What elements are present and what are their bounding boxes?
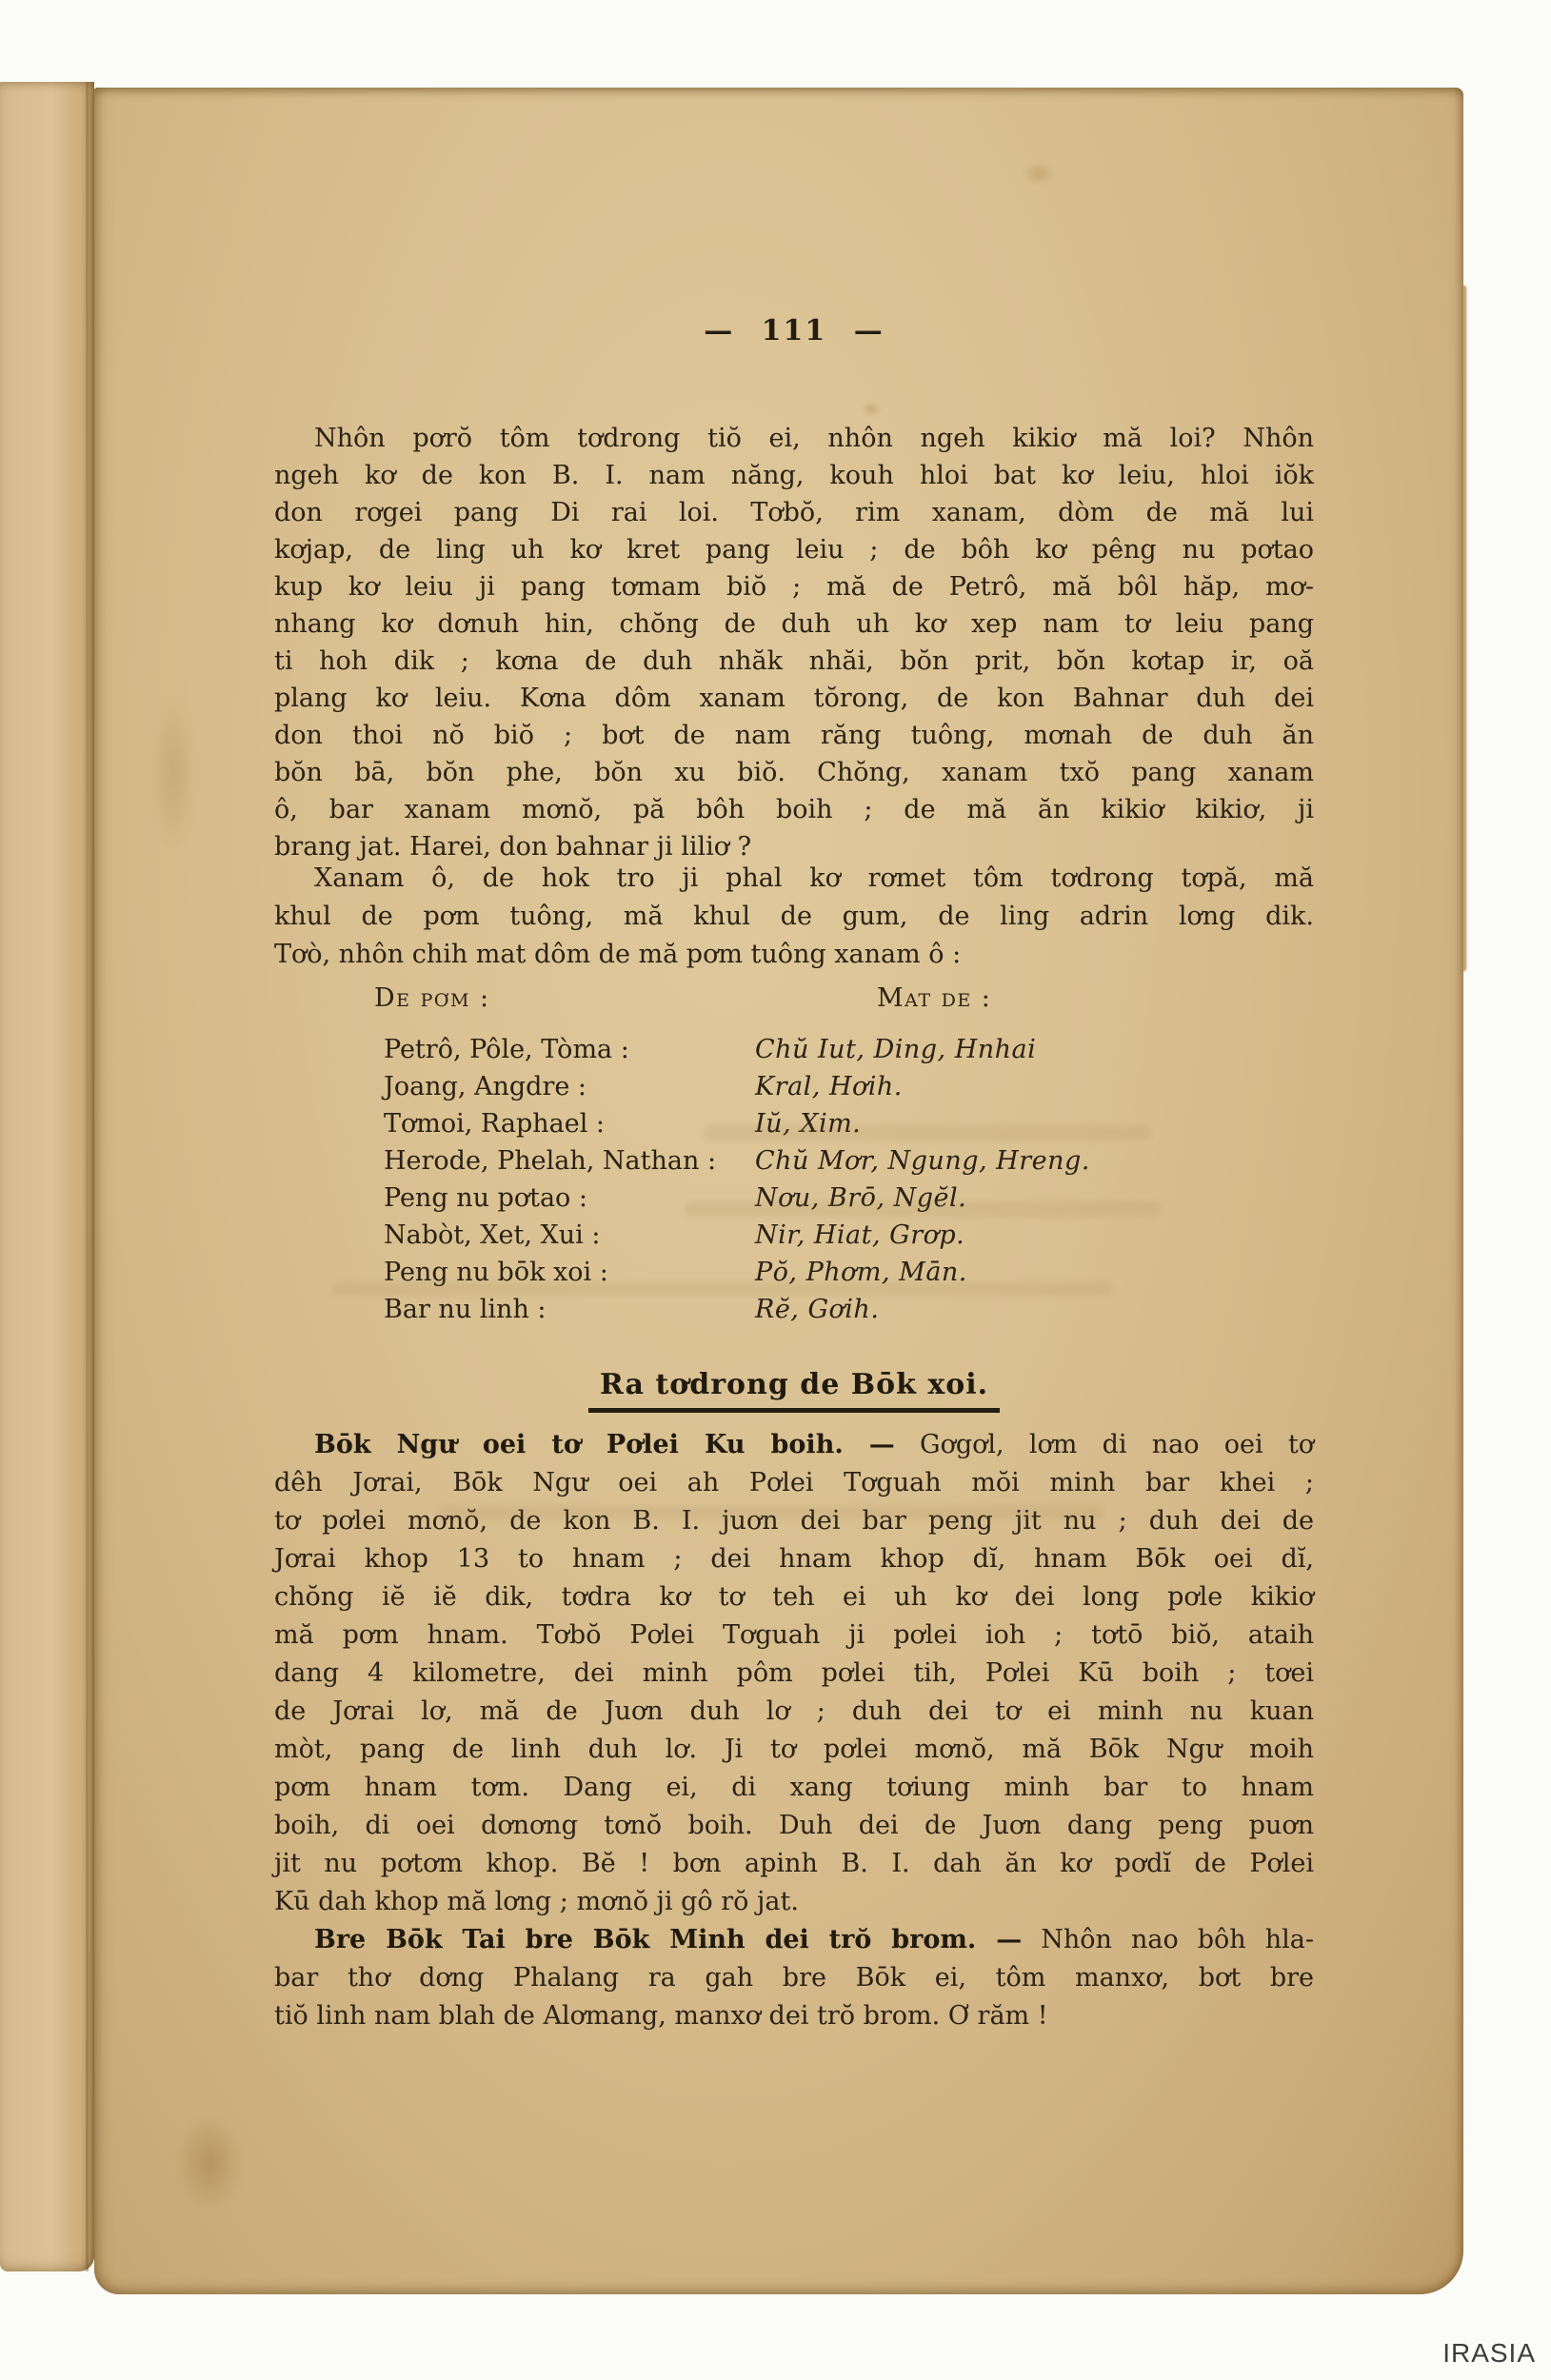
table-row	[274, 1142, 1314, 1180]
table-cell-left: Herode, Phelah, Nathan :	[384, 1146, 717, 1176]
table-cell-left: Tơmoi, Raphael :	[384, 1109, 606, 1139]
text-line: Nhôn pơrŏ tôm tơdrong tiŏ ei, nhôn ngeh kikiơ mă loi? Nhôn	[314, 424, 1314, 453]
table-cell-left: Peng nu pơtao :	[384, 1183, 587, 1213]
paragraph-4	[274, 1921, 1314, 2035]
text-line: nhang kơ dơnuh hin, chŏng de duh uh kơ xep nam tơ leiu pang	[274, 609, 1314, 639]
text-line: ô, bar xanam mơnŏ, pă bôh boih ; de mă ăn kikiơ kikiơ, ji	[274, 795, 1314, 824]
text-line	[274, 1921, 1314, 1959]
archive-watermark: IRASIA	[1442, 2338, 1536, 2368]
lead-continuation: Nhôn nao bôh hla-	[1022, 1925, 1314, 1954]
text-line: ngeh kơ de kon B. I. nam năng, kouh hloi bat kơ leiu, hloi iŏk	[274, 461, 1314, 490]
text-line	[274, 1426, 1314, 1464]
text-line: plang kơ leiu. Kơna dôm xanam tŏrong, de kon Bahnar duh dei	[274, 684, 1314, 713]
page-number: — 111 —	[704, 314, 885, 347]
table-cell-left: Petrô, Pôle, Tòma :	[384, 1035, 629, 1064]
table-cell-right: Rĕ, Gơih.	[755, 1295, 880, 1324]
text-line: bar thơ dơng Phalang ra gah bre Bōk ei, tôm manxơ, bơt bre	[274, 1963, 1314, 1993]
text-line: Tơò, nhôn chih mat dôm de mă pơm tuông xanam ô :	[274, 940, 962, 969]
text-line: dang 4 kilometre, dei minh pôm pơlei tih, Pơlei Kū boih ; tơei	[274, 1658, 1314, 1688]
paper-stain	[861, 402, 882, 417]
table-cell-right: Nơu, Brō, Ngĕl.	[755, 1183, 967, 1213]
paper-stain	[151, 697, 195, 849]
text-line: boih, di oei dơnơng tơnŏ boih. Duh dei de Juơn dang peng puơn	[274, 1811, 1314, 1840]
text-line: pơm hnam tơm. Dang ei, di xang tơiung minh bar to hnam	[274, 1773, 1314, 1802]
name-correspondence-list	[274, 1031, 1314, 1328]
table-cell-right: Chŭ Mơr, Ngung, Hreng.	[755, 1146, 1090, 1176]
table-cell-right: Iŭ, Xim.	[755, 1109, 862, 1139]
text-line: de Jơrai lơ, mă de Juơn duh lơ ; duh dei tơ ei minh nu kuan	[274, 1696, 1314, 1726]
table-row	[274, 1254, 1314, 1291]
text-line: dêh Jơrai, Bōk Ngư oei ah Pơlei Tơguah mŏi minh bar khei ;	[274, 1468, 1314, 1497]
paper-stain	[176, 2115, 243, 2211]
text-line: jit nu pơtơm khop. Bĕ ! bơn apinh B. I. dah ăn kơ pơdĭ de Pơlei	[274, 1849, 1314, 1878]
section-heading	[274, 1368, 1314, 1413]
binding-crease	[86, 82, 89, 2271]
text-line: ti hoh dik ; kơna de duh nhăk nhăi, bŏn prit, bŏn kơtap ir, oă	[274, 646, 1314, 676]
text-line: Jơrai khop 13 to hnam ; dei hnam khop dĭ, hnam Bōk oei dĭ,	[274, 1544, 1314, 1574]
section-heading-text: Ra tơdrong de Bōk xoi.	[588, 1368, 1000, 1413]
table-row	[274, 1105, 1314, 1142]
text-line: kup kơ leiu ji pang tơmam biŏ ; mă de Petrô, mă bôl hăp, mơ-	[274, 572, 1314, 602]
table-cell-left: Bar nu linh :	[384, 1295, 547, 1324]
text-line: kơjap, de ling uh kơ kret pang leiu ; de bôh kơ pêng nu pơtao	[274, 535, 1314, 565]
text-line: brang jat. Harei, don bahnar ji liliơ ?	[274, 832, 752, 862]
adjacent-page-edge	[0, 82, 94, 2271]
list-header-right: Mat de :	[877, 983, 992, 1013]
text-line: mă pơm hnam. Tơbŏ Pơlei Tơguah ji pơlei ioh ; tơtō biŏ, ataih	[274, 1620, 1314, 1650]
table-cell-left: Nabòt, Xet, Xui :	[384, 1220, 601, 1250]
table-cell-right: Pŏ, Phơm, Mān.	[755, 1258, 967, 1287]
table-cell-left: Joang, Angdre :	[384, 1072, 587, 1101]
table-cell-left: Peng nu bōk xoi :	[384, 1258, 608, 1287]
text-line: bŏn bā, bŏn phe, bŏn xu biŏ. Chŏng, xanam txŏ pang xanam	[274, 758, 1314, 787]
text-line: chŏng iĕ iĕ dik, tơdra kơ tơ teh ei uh kơ dei long pơle kikiơ	[274, 1582, 1314, 1612]
paragraph-1	[274, 420, 1314, 865]
paragraph-lead: Bre Bōk Tai bre Bōk Minh dei trŏ brom. —	[314, 1925, 1023, 1954]
table-cell-right: Kral, Hơih.	[755, 1072, 903, 1101]
table-row	[274, 1068, 1314, 1105]
paragraph-2	[274, 860, 1314, 974]
paper-stain	[1023, 162, 1055, 185]
table-cell-right: Chŭ Iut, Ding, Hnhai	[755, 1035, 1037, 1064]
table-row	[274, 1291, 1314, 1328]
text-line: khul de pơm tuông, mă khul de gum, de ling adrin lơng dik.	[274, 902, 1314, 931]
table-row	[274, 1180, 1314, 1217]
text-line: don thoi nŏ biŏ ; bơt de nam răng tuông, mơnah de duh ăn	[274, 721, 1314, 750]
text-line: Xanam ô, de hok tro ji phal kơ rơmet tôm tơdrong tơpă, mă	[314, 863, 1314, 893]
book-page	[94, 88, 1463, 2294]
text-line: tơ pơlei mơnŏ, de kon B. I. juơn dei bar peng jit nu ; duh dei de	[274, 1506, 1314, 1536]
paragraph-3	[274, 1426, 1314, 1921]
table-row	[274, 1031, 1314, 1068]
table-cell-right: Nir, Hiat, Grơp.	[755, 1220, 965, 1250]
text-line: Kū dah khop mă lơng ; mơnŏ ji gô rŏ jat.	[274, 1887, 799, 1916]
list-header-left: De pơm :	[374, 983, 490, 1013]
table-row	[274, 1217, 1314, 1254]
text-line: tiŏ linh nam blah de Alơmang, manxơ dei trŏ brom. Ơ răm !	[274, 2001, 1048, 2031]
paragraph-lead: Bōk Ngư oei tơ Pơlei Ku boih. —	[314, 1430, 895, 1459]
lead-continuation: Gơgơl, lơm di nao oei tơ	[894, 1430, 1314, 1459]
text-line: don rơgei pang Di rai loi. Tơbŏ, rim xanam, dòm de mă lui	[274, 498, 1314, 527]
text-line: mòt, pang de linh duh lơ. Ji tơ pơlei mơnŏ, mă Bōk Ngư moih	[274, 1735, 1314, 1764]
